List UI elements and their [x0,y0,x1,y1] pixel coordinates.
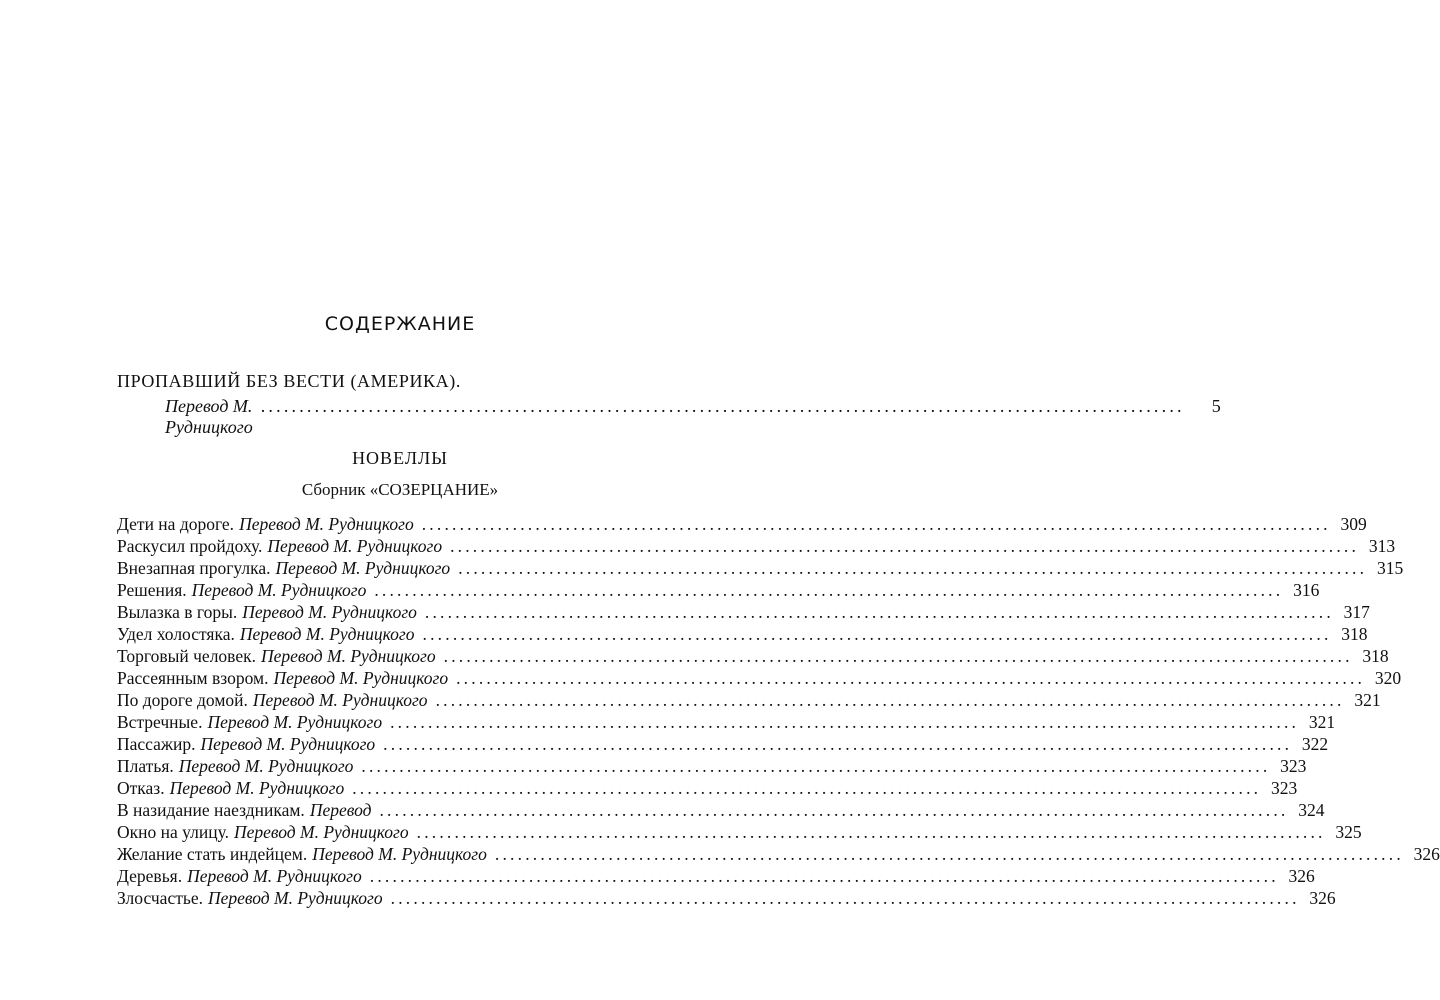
entry-page-number: 326 [1309,888,1336,908]
entry-translator: Перевод М. Рудницкого [267,536,443,556]
toc-entry[interactable] [117,623,1368,645]
entry-translator: Перевод М. Рудницкого [187,866,362,886]
leader-dots: ........................................................................................................................ [443,646,1353,666]
leader-dots: ........................................................................................................................ [369,866,1279,886]
entry-page-number: 323 [1280,756,1307,776]
toc-entry[interactable] [117,601,1370,623]
entry-translator: Перевод М. Рудницкого [233,822,409,842]
entry-translator: Перевод М. Рудницкого [207,888,383,908]
toc-entry[interactable] [117,711,1336,733]
toc-entry[interactable] [117,733,1329,755]
entry-page-number: 321 [1354,690,1381,710]
leader-dots: ........................................................................................................................ [383,734,1293,754]
toc-entry[interactable] [117,843,1440,865]
leader-dots: ........................................................................................................................ [260,396,1185,416]
entry-translator: Перевод М. Рудницкого [239,514,414,534]
leader-dots: ........................................................................................................................ [456,668,1366,688]
entry-title: Удел холостяка. [117,624,235,644]
entry-title: Решения. [117,580,187,600]
entry-page-number: 322 [1301,734,1329,754]
leader-dots: ........................................................................................................................ [494,844,1404,864]
entry-translator: Перевод М. Рудницкого [191,580,367,600]
entry-page-number: 326 [1288,866,1315,886]
leader-dots: ........................................................................................................................ [421,514,1331,534]
entry-title: Встречные. [117,712,203,732]
entry-page-number: 318 [1362,646,1389,666]
toc-entry[interactable] [117,535,1396,557]
entry-translator: Перевод М. Рудницкого [200,734,376,754]
novel-title[interactable]: ПРОПАВШИЙ БЕЗ ВЕСТИ (АМЕРИКА). [117,371,461,391]
toc-entry[interactable] [117,865,1315,887]
collection-title: Сборник «СОЗЕРЦАНИЕ» [301,480,499,499]
entry-title: Злосчастье. [117,888,203,908]
leader-dots: ........................................................................................................................ [424,602,1334,622]
entry-translator: Перевод М. Рудницкого [252,690,428,710]
entry-title: По дороге домой. [117,690,248,710]
leader-dots: ........................................................................................................................ [374,580,1284,600]
page-title: СОДЕРЖАНИЕ [324,313,476,335]
leader-dots: ........................................................................................................................ [450,536,1360,556]
toc-entry[interactable] [117,667,1402,689]
leader-dots: ........................................................................................................................ [390,712,1300,732]
toc-entry[interactable] [117,821,1362,843]
leader-dots: ........................................................................................................................ [390,888,1300,908]
leader-dots: ........................................................................................................................ [422,624,1332,644]
toc-entry[interactable] [117,513,1367,535]
entry-translator: Перевод М. Рудницкого [239,624,415,644]
entry-title: Вылазка в горы. [117,602,238,622]
toc-entry[interactable] [117,799,1325,821]
leader-dots: ........................................................................................................................ [416,822,1326,842]
toc-entry[interactable] [117,777,1298,799]
entry-page-number: 318 [1341,624,1368,644]
entry-page-number: 313 [1368,536,1396,556]
entry-translator: Перевод М. Рудницкого [169,778,345,798]
toc-entry[interactable] [117,557,1404,579]
entry-title: Внезапная прогулка. [117,558,271,578]
entry-page-number: 326 [1413,844,1440,864]
entry-translator: Перевод М. Рудницкого [273,668,449,688]
entry-title: Отказ. [117,778,165,798]
toc-entry[interactable] [117,645,1389,667]
entry-translator: Перевод М. Рудницкого [260,646,436,666]
entry-title: Деревья. [117,866,183,886]
entry-title: Дети на дороге. [117,514,235,534]
entry-page-number: 325 [1335,822,1362,842]
leader-dots: ........................................................................................................................ [379,800,1289,820]
entry-translator: Перевод М. Рудницкого [312,844,487,864]
entry-title: Пассажир. [117,734,196,754]
toc-list [117,513,1440,909]
entry-page-number: 316 [1293,580,1320,600]
novel-entry-line[interactable] [165,396,1221,438]
entry-page-number: 324 [1298,800,1325,820]
section-title: НОВЕЛЛЫ [352,448,448,468]
entry-translator: Перевод [309,800,372,820]
novel-page-number: 5 [1211,396,1221,416]
entry-page-number: 321 [1308,712,1336,732]
leader-dots: ........................................................................................................................ [352,778,1262,798]
entry-page-number: 309 [1340,514,1367,534]
entry-page-number: 320 [1374,668,1402,688]
toc-entry[interactable] [117,579,1320,601]
toc-entry[interactable] [117,755,1307,777]
entry-page-number: 317 [1343,602,1370,622]
toc-entry[interactable] [117,689,1381,711]
entry-translator: Перевод М. Рудницкого [242,602,417,622]
novel-translator: Перевод М. Рудницкого [165,396,253,437]
entry-title: Окно на улицу. [117,822,229,842]
entry-title: Торговый человек. [117,646,256,666]
entry-translator: Перевод М. Рудницкого [275,558,451,578]
entry-title: Рассеянным взором. [117,668,269,688]
entry-title: Платья. [117,756,174,776]
entry-page-number: 315 [1376,558,1404,578]
entry-translator: Перевод М. Рудницкого [178,756,354,776]
entry-title: Раскусил пройдоху. [117,536,263,556]
toc-entry[interactable] [117,887,1336,909]
leader-dots: ........................................................................................................................ [435,690,1345,710]
leader-dots: ........................................................................................................................ [458,558,1368,578]
entry-page-number: 323 [1270,778,1298,798]
entry-title: Желание стать индейцем. [117,844,308,864]
entry-translator: Перевод М. Рудницкого [207,712,383,732]
entry-title: В назидание наездникам. [117,800,305,820]
leader-dots: ........................................................................................................................ [361,756,1271,776]
